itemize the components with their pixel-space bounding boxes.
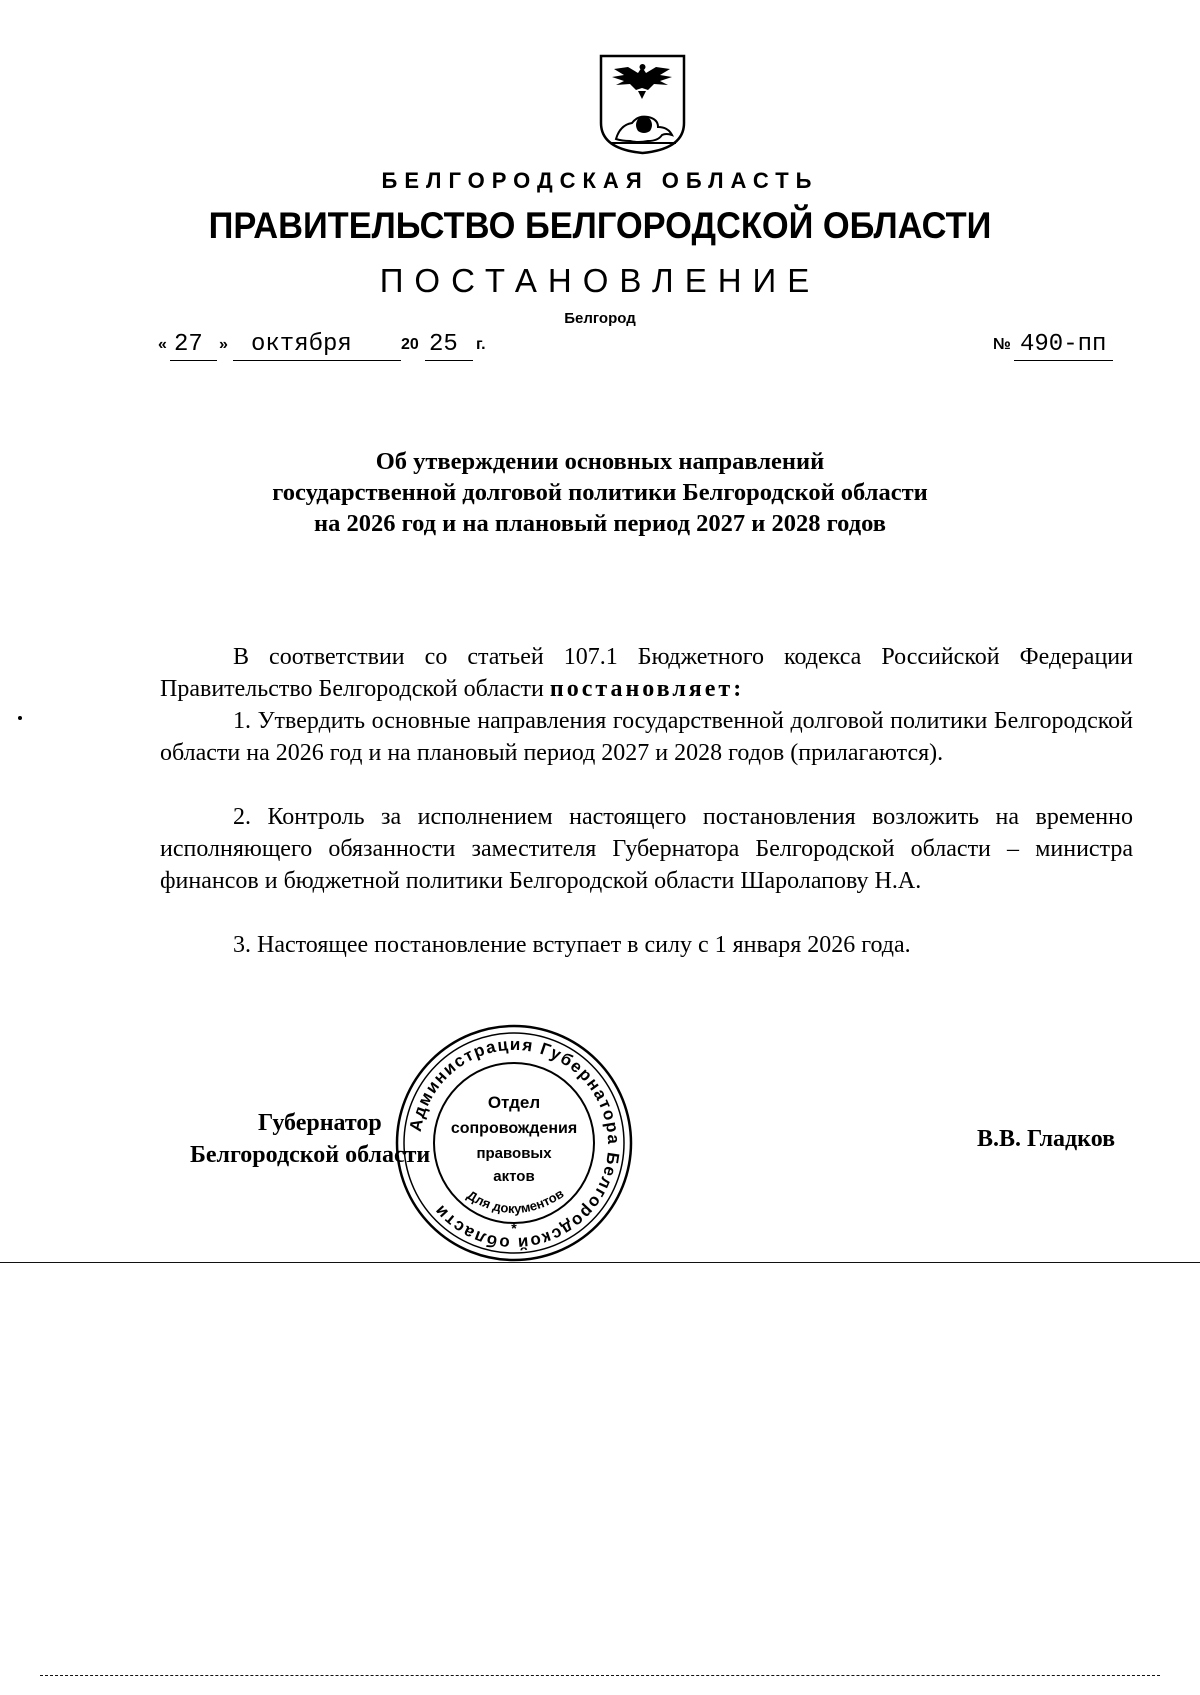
- government-name: ПРАВИТЕЛЬСТВО БЕЛГОРОДСКОЙ ОБЛАСТИ: [208, 205, 992, 246]
- bottom-scan-rule: [40, 1675, 1160, 1676]
- date-year-prefix: 20: [401, 336, 419, 353]
- coat-of-arms-emblem: [598, 53, 687, 156]
- signatory-name: В.В. Гладков: [977, 1126, 1116, 1152]
- page-rule: [0, 1262, 1200, 1263]
- stamp-center-line-4: актов: [493, 1168, 535, 1185]
- document-title: [0, 446, 1200, 539]
- body-intro: [160, 641, 1133, 705]
- stamp-center-line-1: Отдел: [487, 1093, 541, 1112]
- city-name: Белгород: [564, 310, 636, 327]
- signatory-title-line-2: Белгородской области: [190, 1142, 431, 1168]
- signatory-title-line-1: Губернатор: [258, 1110, 382, 1136]
- doc-number: 490-пп: [1020, 331, 1107, 358]
- body-item-2: 2. Контроль за исполнением настоящего постановления возложить на временно исполняющего обязанности заместителя Губернатора Белгородской области – министра финансов и бюджетной политики Белгородской области Шаролапову Н.А.: [160, 804, 1133, 894]
- stamp-ring-text: Администрация Губернатора Белгородской области: [405, 1034, 624, 1254]
- stamp-center-line-2: сопровождения: [450, 1120, 578, 1137]
- date-month: октября: [251, 331, 352, 358]
- date-day: 27: [174, 331, 203, 358]
- body-item-3: 3. Настоящее постановление вступает в силу с 1 января 2026 года.: [233, 932, 911, 958]
- title-line-3: на 2026 год и на плановый период 2027 и 2028 годов: [313, 510, 886, 537]
- svg-text:Для документов: [465, 1186, 567, 1216]
- doc-number-prefix: №: [993, 336, 1011, 353]
- decree-word: постановляет:: [549, 676, 745, 702]
- date-close-quote: »: [219, 336, 228, 353]
- document-type: ПОСТАНОВЛЕНИЕ: [379, 262, 821, 299]
- date-year-mark: г.: [476, 336, 486, 353]
- official-stamp: [393, 1023, 635, 1264]
- svg-text:*: *: [511, 1220, 517, 1236]
- scan-dot: [18, 716, 22, 720]
- body-item-1: 1. Утвердить основные направления государственной долговой политики Белгородской области на 2026 год и на плановый период 2027 и 2028 годов (прилагаются).: [160, 708, 1133, 766]
- date-year-suffix: 25: [429, 331, 458, 358]
- stamp-center-line-3: правовых: [476, 1145, 552, 1162]
- region-name: БЕЛГОРОДСКАЯ ОБЛАСТЬ: [381, 168, 819, 193]
- title-line-2: государственной долговой политики Белгородской области: [272, 479, 928, 506]
- intro-text: В соответствии со статьей 107.1 Бюджетного кодекса Российской Федерации Правительство Белгородской области: [160, 644, 1133, 702]
- title-line-1: Об утверждении основных направлений: [375, 448, 825, 475]
- stamp-bottom-text: Для документов: [464, 1185, 567, 1217]
- date-open-quote: «: [158, 336, 167, 353]
